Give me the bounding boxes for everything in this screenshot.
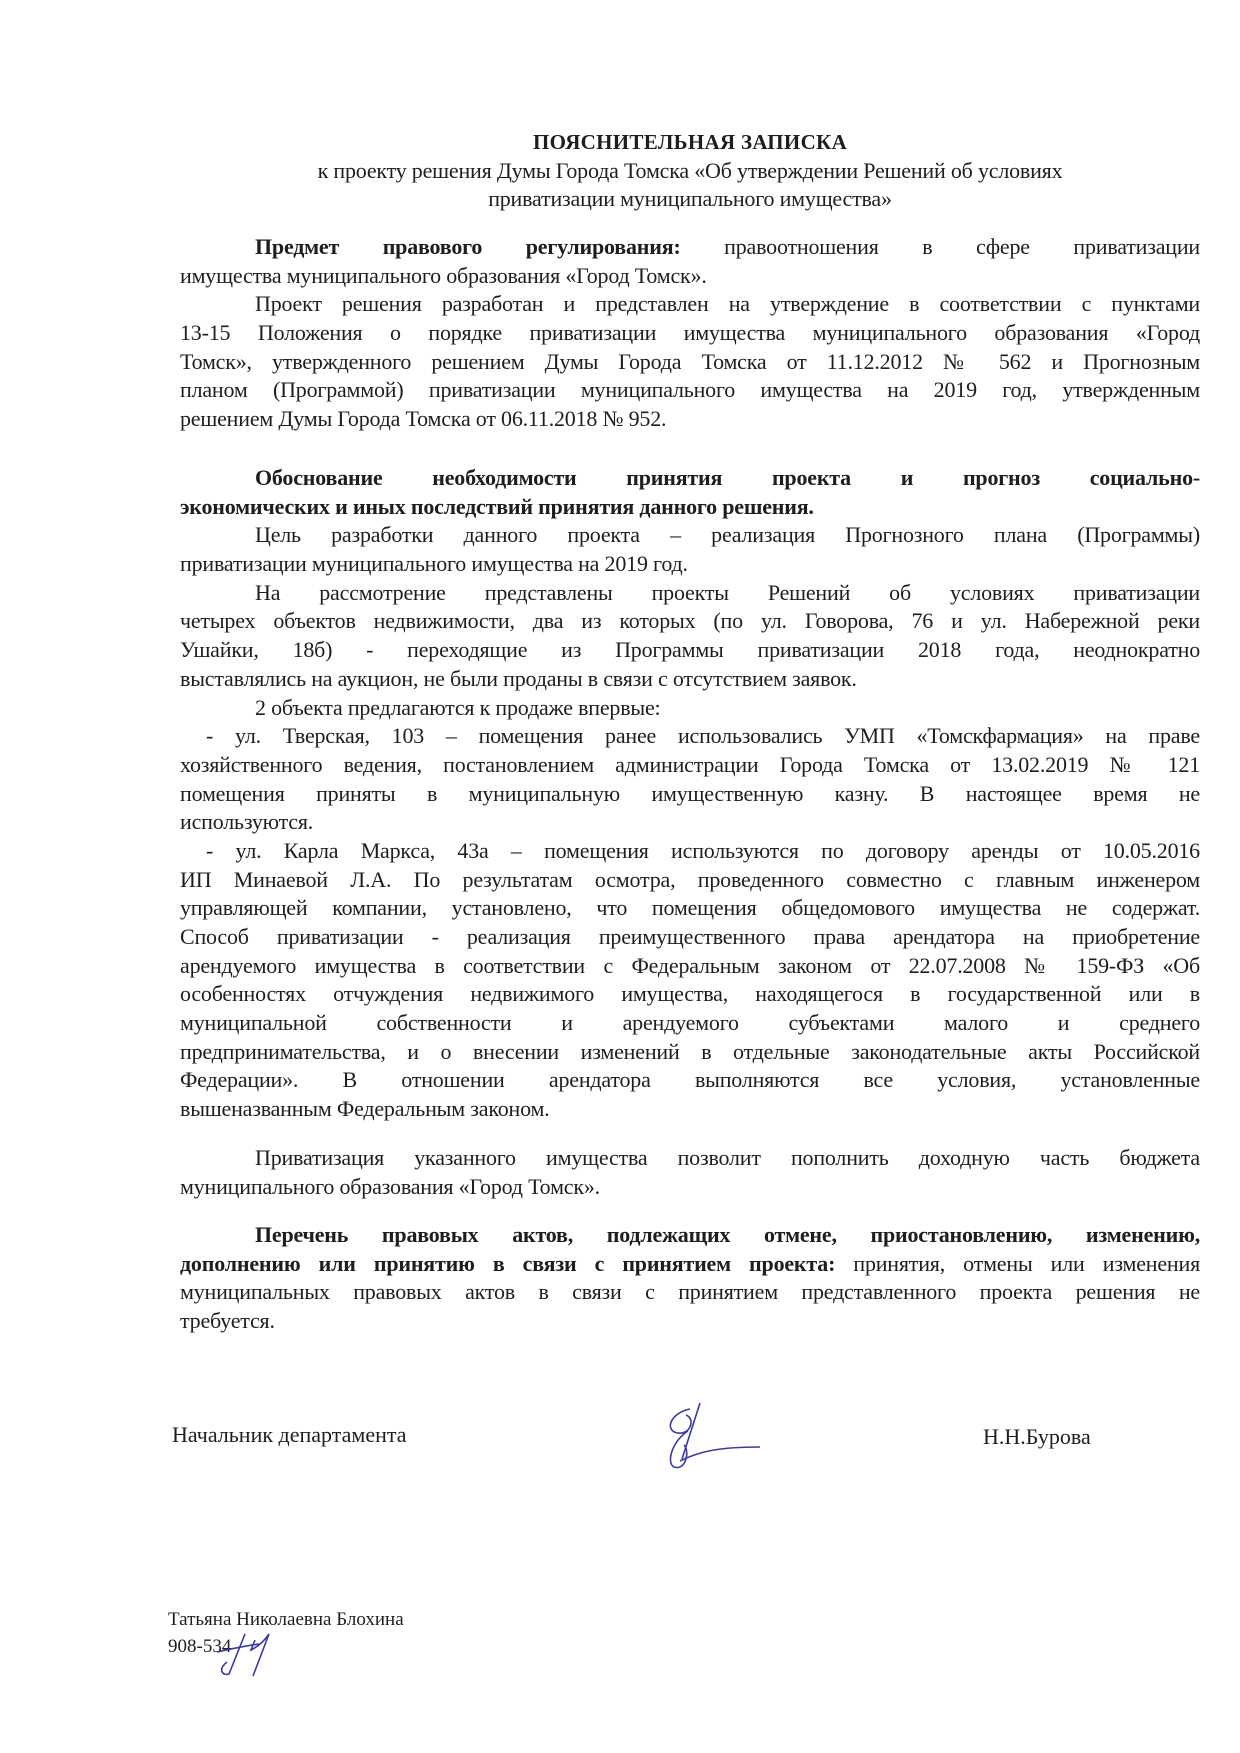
text-line [180,319,1200,348]
paragraph [180,464,1200,521]
executor-initials-signature [215,1630,285,1680]
signatory-name: Н.Н.Бурова [983,1424,1091,1449]
text-line [180,1009,1200,1038]
paragraph [180,521,1200,578]
body-text: Цель разработки данного проекта – реализация Прогнозного плана (Программы) [255,522,1200,548]
body-text: арендуемого имущества в соответствии с Федеральным законом от 22.07.2008 № 159-ФЗ «Об [180,952,1200,978]
document-subtitle-line-2: приватизации муниципального имущества» [488,186,892,212]
paragraph [180,1221,1200,1336]
body-text: Проект решения разработан и представлен на утверждение в соответствии с пунктами [255,291,1200,317]
bold-heading-text: экономических и иных последствий принятия данного решения. [180,493,814,519]
paragraph [180,837,1200,1124]
document-subtitle-line-1: к проекту решения Думы Города Томска «Об утверждении Решений об условиях [317,157,1063,183]
text-line [180,665,1200,694]
text-line [180,1095,1200,1124]
bold-heading-text: Обоснование необходимости принятия проекта и прогноз социально- [255,465,1200,490]
body-text: правоотношения в сфере приватизации [680,234,1200,259]
body-text: вышеназванным Федеральным законом. [180,1096,550,1122]
text-line [180,262,1200,291]
body-text: Томск», утвержденного решением Думы Города Томска от 11.12.2012 № 562 и Прогнозным [180,348,1200,374]
section-budget [180,1144,1200,1201]
text-line [180,866,1200,895]
text-line [180,780,1200,809]
paragraph [180,233,1200,290]
body-text: управляющей компании, установлено, что помещения общедомового имущества не содержат. [180,895,1200,921]
text-line [180,952,1200,981]
text-line [180,694,1200,723]
body-text: выставлялись на аукцион, не были проданы в связи с отсутствием заявок. [180,665,857,691]
body-text: 13-15 Положения о порядке приватизации имущества муниципального образования «Город [180,320,1200,346]
document-header [180,128,1200,214]
body-text: муниципального образования «Город Томск». [180,1173,600,1199]
text-line [180,1144,1200,1173]
body-text: помещения приняты в муниципальную имущественную казну. В настоящее время не [180,780,1200,806]
text-line [180,894,1200,923]
body-text: На рассмотрение представлены проекты Решений об условиях приватизации [255,579,1200,605]
text-line [180,837,1200,866]
body-text: планом (Программой) приватизации муниципального имущества на 2019 год, утвержденным [180,377,1200,403]
section-legal-acts [180,1221,1200,1336]
body-text: - ул. Тверская, 103 – помещения ранее использовались УМП «Томскфармация» на праве [206,723,1200,749]
handwritten-signature [660,1401,780,1481]
body-text: Способ приватизации - реализация преимущественного права арендатора на приобретение [180,924,1200,949]
body-text: ИП Минаевой Л.А. По результатам осмотра, проведенного совместно с главным инженером [180,866,1200,892]
body-text: - ул. Карла Маркса, 43а – помещения используются по договору аренды от 10.05.2016 [206,837,1200,863]
text-line [180,290,1200,319]
body-text: муниципальных правовых актов в связи с принятием представленного проекта решения не [180,1279,1200,1305]
body-text: требуется. [180,1308,275,1334]
text-line [180,1173,1200,1202]
text-line [180,980,1200,1009]
signature-block [0,1421,1240,1501]
body-text: 2 объекта предлагаются к продаже впервые: [255,694,661,720]
text-line [180,493,1200,522]
text-line [180,722,1200,751]
text-line [180,1038,1200,1067]
text-line [180,1066,1200,1095]
text-line [180,1221,1200,1250]
text-line [180,233,1200,262]
text-line [180,376,1200,405]
body-text: хозяйственного ведения, постановлением администрации Города Томска от 13.02.2019 № 121 [180,751,1200,777]
body-text: используются. [180,809,314,835]
bold-heading-text: Предмет правового регулирования: [255,234,681,259]
text-line [180,751,1200,780]
body-text: четырех объектов недвижимости, два из которых (по ул. Говорова, 76 и ул. Набережной реки [180,608,1200,634]
document-title: ПОЯСНИТЕЛЬНАЯ ЗАПИСКА [532,130,848,154]
text-line [180,464,1200,493]
paragraph [180,1144,1200,1201]
body-text: особенностях отчуждения недвижимого имущества, находящегося в государственной или в [180,981,1200,1007]
text-line [180,521,1200,550]
signatory-position: Начальник департамента [172,1422,407,1447]
text-line [180,636,1200,665]
body-text: имущества муниципального образования «Город Томск». [180,262,707,288]
text-line [180,550,1200,579]
text-line [180,923,1200,952]
paragraph [180,694,1200,723]
body-text: принятия, отмены или изменения [835,1250,1200,1276]
text-line [180,1307,1200,1336]
text-line [180,348,1200,377]
body-text: приватизации муниципального имущества на 2019 год. [180,551,688,577]
body-text: Ушайки, 18б) - переходящие из Программы приватизации 2018 года, неоднократно [180,637,1200,663]
executor-name: Татьяна Николаевна Блохина [168,1609,404,1630]
paragraph [180,579,1200,694]
body-text: Приватизация указанного имущества позволит пополнить доходную часть бюджета [255,1145,1200,1170]
text-line [180,1278,1200,1307]
text-line [180,1250,1200,1279]
paragraph [180,290,1200,433]
text-line [180,405,1200,434]
paragraph [180,722,1200,837]
section-justification [180,464,1200,1124]
bold-heading-text: Перечень правовых актов, подлежащих отмене, приостановлению, изменению, [255,1222,1200,1247]
text-line [180,808,1200,837]
text-line [180,607,1200,636]
section-subject [180,233,1200,434]
text-line [180,579,1200,608]
body-text: решением Думы Города Томска от 06.11.2018 № 952. [180,406,667,432]
bold-heading-text: дополнению или принятию в связи с принятием проекта: [180,1250,836,1276]
body-text: Федерации». В отношении арендатора выполняются все условия, установленные [180,1067,1200,1093]
body-text: предпринимательства, и о внесении изменений в отдельные законодательные акты Российской [180,1038,1200,1064]
body-text: муниципальной собственности и арендуемого субъектами малого и среднего [180,1010,1200,1036]
executor-info [168,1606,404,1660]
executor-phone: 908-534 [168,1636,232,1657]
